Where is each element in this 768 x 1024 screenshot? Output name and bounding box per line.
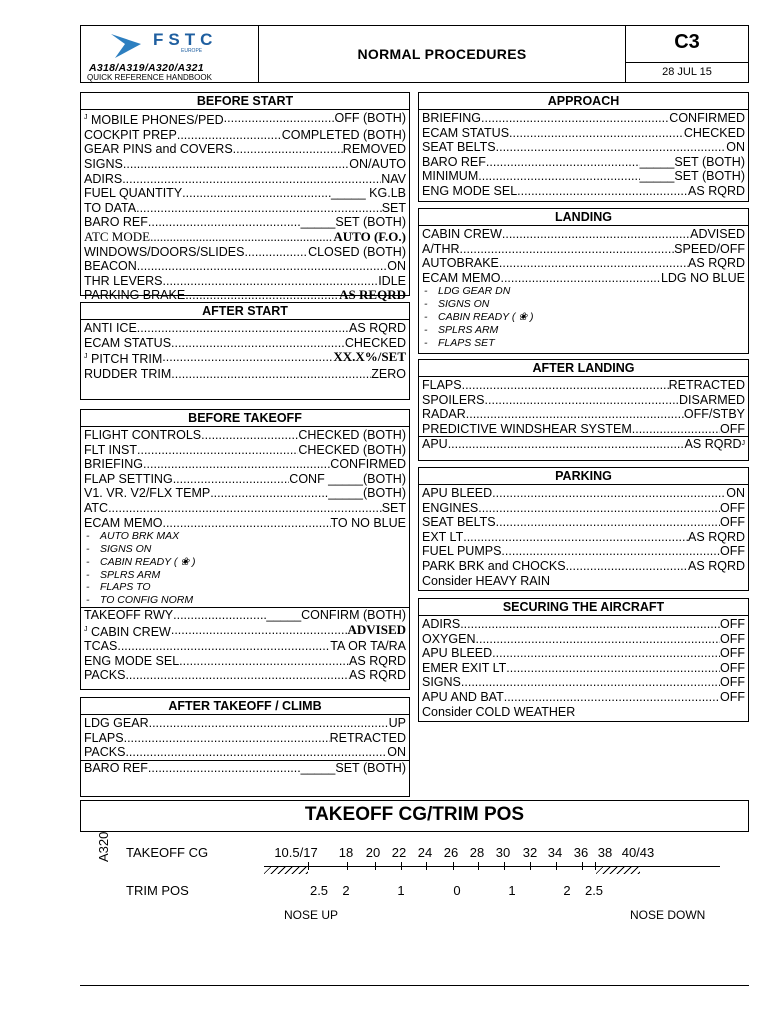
item-label-text: PACKS	[84, 668, 126, 683]
item-label-text: ECAM STATUS	[422, 125, 510, 140]
bullet-dash: -	[86, 568, 90, 581]
item-label-text: MOBILE PHONES/PED	[90, 113, 224, 128]
item-label-text: RADAR	[422, 407, 466, 422]
section-title: APPROACH	[418, 92, 749, 110]
item-value: OFF	[720, 544, 745, 559]
memo-text: TO CONFIG NORM	[100, 594, 194, 607]
item-value: CLOSED (BOTH)	[308, 244, 406, 259]
item-value: UP	[388, 716, 406, 730]
mark-glyph: J	[84, 114, 88, 121]
section-title: AFTER TAKEOFF / CLIMB	[80, 697, 410, 715]
cg-value: 38	[597, 845, 613, 860]
item-value: AS RQRD	[688, 558, 745, 573]
item-value: OFF	[720, 500, 745, 515]
item-label-text: BARO REF	[84, 215, 148, 230]
item-value: OFF	[720, 675, 745, 690]
item-value: OFF (BOTH)	[334, 111, 406, 125]
scale-tick	[582, 862, 583, 870]
item-value: ON/AUTO	[349, 156, 406, 171]
nose-down-label: NOSE DOWN	[630, 908, 706, 922]
item-value: CHECKED (BOTH)	[298, 442, 406, 457]
item-value: ZERO	[371, 366, 406, 381]
item-label-text: BARO REF	[422, 154, 486, 169]
item-value: SET	[381, 200, 406, 215]
item-label-text: TAKEOFF RWY	[84, 607, 174, 622]
item-label-text: ENGINES	[422, 500, 479, 515]
item-value: TO NO BLUE	[330, 515, 406, 530]
item-label-text: TCAS	[84, 639, 118, 654]
scale-tick	[504, 862, 505, 870]
item-label-text: FLIGHT CONTROLS	[84, 428, 202, 442]
section-title: BEFORE TAKEOFF	[80, 409, 410, 427]
item-value: _____CONFIRM (BOTH)	[266, 607, 406, 622]
item-label-text: PACKS	[84, 745, 126, 760]
mark-glyph: J	[84, 353, 88, 361]
item-value: OFF/STBY	[683, 407, 745, 422]
item-label-text: AUTOBRAKE	[422, 256, 499, 271]
note-text: Consider HEAVY RAIN	[422, 573, 551, 588]
cg-value: 36	[573, 845, 589, 860]
cg-value: 10.5/17	[274, 845, 318, 860]
item-label-text: PITCH TRIM	[90, 352, 163, 367]
item-label-text: V1. VR. V2/FLX TEMP	[84, 486, 211, 501]
hatch-right	[596, 866, 640, 874]
scale-tick	[375, 862, 376, 870]
memo-text: FLAPS TO	[100, 581, 151, 594]
item-label-text: BRIEFING	[422, 111, 482, 125]
memo-text: SIGNS ON	[438, 298, 490, 311]
item-value: CONF _____(BOTH)	[289, 471, 406, 486]
item-value: AS RQRD	[688, 256, 745, 271]
item-value: _____ KG.LB	[330, 186, 406, 201]
item-label-text: APU AND BAT	[422, 689, 504, 704]
scale-tick	[401, 862, 402, 870]
item-label-text: BARO REF	[84, 760, 148, 775]
item-label-text: ADIRS	[84, 171, 123, 186]
memo-text: SPLRS ARM	[100, 568, 161, 581]
item-label-text: CABIN CREW	[422, 227, 502, 241]
memo-text: CABIN READY ( ❀ )	[438, 310, 534, 323]
bullet-dash: -	[424, 298, 428, 311]
memo-text: AUTO BRK MAX	[100, 530, 180, 543]
item-label-text: ENG MODE SEL	[422, 183, 518, 198]
memo-text: SIGNS ON	[100, 542, 152, 555]
scale-tick	[595, 862, 596, 870]
cg-value: 22	[391, 845, 407, 860]
item-label-text: ATC MODE	[84, 229, 151, 244]
item-label-text: BEACON	[84, 259, 137, 274]
scale-tick	[308, 862, 309, 870]
item-value: _____(BOTH)	[328, 486, 406, 501]
cg-value: 34	[547, 845, 563, 860]
item-value: OFF	[720, 660, 745, 675]
item-value: COMPLETED (BOTH)	[281, 127, 406, 142]
memo-text: SPLRS ARM	[438, 323, 499, 336]
item-label-text: GEAR PINS and COVERS	[84, 142, 233, 157]
takeoff-cg-label: TAKEOFF CG	[126, 845, 209, 860]
item-label-text: APU BLEED	[422, 646, 493, 661]
page-code: C3	[674, 31, 700, 53]
item-label-text: FUEL PUMPS	[422, 544, 502, 559]
item-label-text: COCKPIT PREP	[84, 127, 177, 142]
item-label-text: WINDOWS/DOORS/SLIDES	[84, 244, 245, 259]
item-value: AUTO (F.O.)	[333, 229, 406, 244]
item-label-text: LDG GEAR	[84, 716, 149, 730]
trim-pos-label: TRIM POS	[126, 883, 189, 898]
item-label-text: EMER EXIT LT	[422, 660, 507, 675]
item-value: AS REQRD	[339, 288, 406, 303]
cg-value: 30	[495, 845, 511, 860]
revision-date: 28 JUL 15	[662, 66, 712, 78]
handbook-label: QUICK REFERENCE HANDBOOK	[87, 73, 212, 82]
section-title: BEFORE START	[80, 92, 410, 110]
item-value: ON	[387, 259, 406, 274]
trim-value: 1	[397, 883, 405, 898]
item-value: XX.X%/SET	[333, 350, 406, 365]
footer-rule	[80, 985, 749, 986]
item-label-text: PARK BRK and CHOCKS	[422, 558, 566, 573]
trim-value: 0	[453, 883, 461, 898]
item-label-text: BRIEFING	[84, 457, 144, 472]
aircraft-types: A318/A319/A320/A321	[89, 62, 204, 74]
bullet-dash: -	[424, 310, 428, 323]
bullet-dash: -	[86, 542, 90, 555]
item-value: SPEED/OFF	[674, 241, 745, 256]
item-label-text: FUEL QUANTITY	[84, 186, 183, 201]
item-value: RETRACTED	[329, 730, 406, 745]
item-value: CONFIRMED	[330, 457, 406, 472]
item-label-text: THR LEVERS	[84, 273, 163, 288]
item-label-text: ADIRS	[422, 617, 461, 631]
item-value: RETRACTED	[668, 378, 745, 392]
logo-text: FSTC	[153, 30, 218, 49]
section-title: SECURING THE AIRCRAFT	[418, 598, 749, 616]
hatch-left	[264, 866, 308, 874]
item-value: OFF	[720, 689, 745, 704]
item-value: OFF	[720, 617, 745, 631]
item-value: TA OR TA/RA	[330, 639, 406, 654]
item-value: CHECKED	[683, 125, 745, 140]
memo-text: LDG GEAR DN	[438, 285, 511, 298]
cg-value: 26	[443, 845, 459, 860]
trim-value: 2	[342, 883, 350, 898]
item-label-text: SIGNS	[84, 156, 123, 171]
item-label-text: FLAPS	[84, 730, 124, 745]
item-label-text: PREDICTIVE WINDSHEAR SYSTEM	[422, 421, 632, 436]
item-label-text: ENG MODE SEL	[84, 653, 180, 668]
item-value: ADVISED	[347, 622, 406, 637]
item-value: _____SET (BOTH)	[639, 169, 745, 184]
item-label-text: TO DATA	[84, 200, 137, 215]
item-value: ON	[726, 486, 745, 500]
bullet-dash: -	[424, 323, 428, 336]
scale-tick	[426, 862, 427, 870]
item-value: ADVISED	[690, 227, 745, 241]
scale-tick	[453, 862, 454, 870]
item-label-text: APU	[422, 437, 448, 452]
trim-title: TAKEOFF CG/TRIM POS	[304, 804, 525, 825]
item-value: IDLE	[378, 273, 406, 288]
item-label-text: FLAP SETTING	[84, 471, 173, 486]
item-label-text: ECAM MEMO	[422, 270, 501, 285]
item-label-text: SIGNS	[422, 675, 461, 690]
note-text: Consider COLD WEATHER	[422, 704, 576, 719]
cg-value: 24	[417, 845, 433, 860]
item-value: ON	[726, 140, 745, 155]
item-value: AS RQRD	[688, 183, 745, 198]
bullet-dash: -	[86, 594, 90, 607]
item-label-text: CABIN CREW	[90, 624, 171, 639]
item-value: _____SET (BOTH)	[639, 154, 745, 169]
bullet-dash: -	[424, 285, 428, 298]
item-label-text: EXT LT	[422, 529, 464, 544]
trim-value: 1	[508, 883, 516, 898]
section-title: LANDING	[418, 208, 749, 226]
page-title: NORMAL PROCEDURES	[357, 46, 527, 62]
section-title: PARKING	[418, 467, 749, 485]
bullet-dash: -	[86, 555, 90, 568]
scale-tick	[478, 862, 479, 870]
item-label-text: APU BLEED	[422, 486, 493, 500]
aircraft-model-vertical: A320	[96, 831, 111, 862]
item-value: _____SET (BOTH)	[300, 760, 406, 775]
trim-value: 2	[563, 883, 571, 898]
item-value: CHECKED (BOTH)	[298, 428, 406, 442]
item-value: AS RQRD	[349, 653, 406, 668]
item-value: DISARMED	[679, 392, 745, 407]
trim-value: 2.5	[584, 883, 604, 898]
logo-subtext: EUROPE	[181, 48, 203, 54]
mark-glyph: J	[84, 625, 88, 633]
scale-tick	[556, 862, 557, 870]
nose-up-label: NOSE UP	[284, 908, 339, 922]
item-value: OFF	[720, 515, 745, 530]
item-label-text: MINIMUM	[422, 169, 479, 184]
item-label-text: OXYGEN	[422, 631, 476, 646]
item-value: REMOVED	[342, 142, 406, 157]
item-value: ON	[387, 745, 406, 760]
item-value: AS RQRD	[349, 668, 406, 683]
bullet-dash: -	[424, 336, 428, 349]
item-value: AS RQRD	[684, 437, 742, 452]
item-label-text: ATC	[84, 500, 109, 515]
trim-value: 2.5	[309, 883, 329, 898]
item-value: CHECKED	[344, 335, 406, 350]
item-value: _____SET (BOTH)	[300, 215, 406, 230]
item-label-text: FLT INST	[84, 442, 138, 457]
scale-axis	[264, 866, 720, 867]
item-label-text: SEAT BELTS	[422, 140, 496, 155]
cg-value: 18	[338, 845, 354, 860]
cg-value: 28	[469, 845, 485, 860]
item-label-text: FLAPS	[422, 378, 462, 392]
mark-glyph: J	[741, 440, 745, 448]
item-label-text: ECAM MEMO	[84, 515, 163, 530]
item-value: NAV	[381, 171, 406, 186]
cg-value: 40/43	[621, 845, 655, 860]
bullet-dash: -	[86, 530, 90, 543]
item-value: AS RQRD	[688, 529, 745, 544]
cg-value: 32	[522, 845, 538, 860]
item-value: CONFIRMED	[669, 111, 745, 125]
scale-tick	[347, 862, 348, 870]
item-label-text: A/THR	[422, 241, 460, 256]
item-value: LDG NO BLUE	[660, 270, 745, 285]
item-label-text: SEAT BELTS	[422, 515, 496, 530]
item-label-text: ANTI ICE	[84, 321, 137, 335]
item-value: OFF	[720, 631, 745, 646]
bullet-dash: -	[86, 581, 90, 594]
item-value: SET	[381, 500, 406, 515]
section-title: AFTER START	[80, 302, 410, 320]
cg-value: 20	[365, 845, 381, 860]
item-value: OFF	[720, 421, 745, 436]
item-label-text: PARKING BRAKE	[84, 288, 186, 303]
item-value: AS RQRD	[349, 321, 406, 335]
item-label-text: SPOILERS	[422, 392, 485, 407]
scale-tick	[530, 862, 531, 870]
item-label-text: RUDDER TRIM	[84, 366, 172, 381]
item-label-text: ECAM STATUS	[84, 335, 172, 350]
item-value: OFF	[720, 646, 745, 661]
section-title: AFTER LANDING	[418, 359, 749, 377]
memo-text: FLAPS SET	[438, 336, 495, 349]
memo-text: CABIN READY ( ❀ )	[100, 555, 196, 568]
